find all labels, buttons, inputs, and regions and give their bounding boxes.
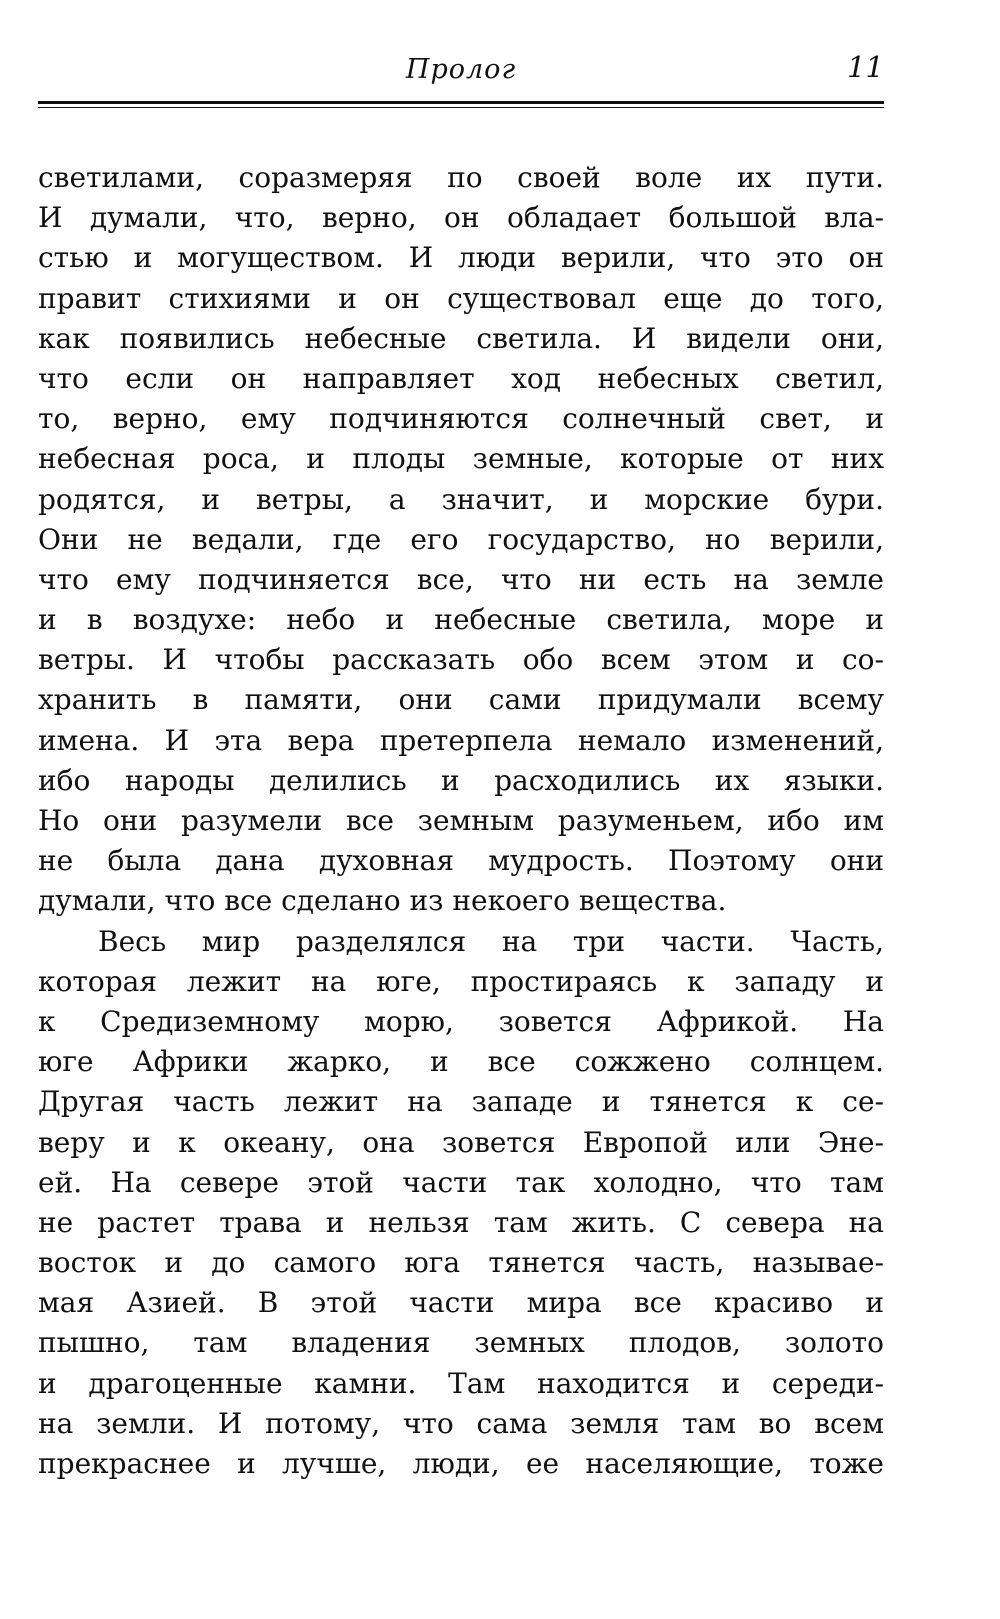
text-line: и драгоценные камни. Там находится и середи- bbox=[38, 1366, 884, 1400]
text-line: светилами, соразмеряя по своей воле их пути. bbox=[38, 161, 884, 194]
text-line: как появились небесные светила. И видели они, bbox=[38, 321, 884, 355]
text-line: юге Африки жарко, и все сожжено солнцем. bbox=[38, 1045, 884, 1079]
text-line: не растет трава и нельзя там жить. С севера на bbox=[38, 1205, 884, 1239]
text-line: прекраснее и лучше, люди, ее населяющие, тоже bbox=[38, 1447, 884, 1480]
page-number: 11 bbox=[847, 50, 884, 84]
body-text bbox=[38, 158, 884, 1484]
text-line: восток и до самого юга тянется часть, называе- bbox=[38, 1246, 884, 1280]
text-line: то, верно, ему подчиняются солнечный свет, и bbox=[38, 402, 884, 436]
text-line: что если он направляет ход небесных светил, bbox=[38, 361, 884, 395]
text-line: что ему подчиняется все, что ни есть на земле bbox=[38, 562, 884, 596]
text-line: небесная роса, и плоды земные, которые от них bbox=[38, 442, 884, 476]
text-line: Другая часть лежит на западе и тянется к се- bbox=[38, 1085, 884, 1119]
text-line: хранить в памяти, они сами придумали всему bbox=[38, 683, 884, 717]
header-rule-thin bbox=[38, 107, 884, 108]
paragraph-first-line: Весь мир разделялся на три части. Часть, bbox=[98, 924, 884, 958]
text-line: стью и могуществом. И люди верили, что это он bbox=[38, 241, 884, 275]
text-line: не была дана духовная мудрость. Поэтому они bbox=[38, 844, 884, 878]
text-line: Они не ведали, где его государство, но верили, bbox=[38, 522, 884, 556]
text-line: ей. На севере этой части так холодно, что там bbox=[38, 1165, 884, 1199]
text-line: на земли. И потому, что сама земля там во всем bbox=[38, 1406, 884, 1440]
header-rule-thick bbox=[38, 101, 884, 104]
text-line: пышно, там владения земных плодов, золото bbox=[38, 1326, 884, 1360]
text-line: родятся, и ветры, а значит, и морские бури. bbox=[38, 482, 884, 516]
text-line: правит стихиями и он существовал еще до того, bbox=[38, 281, 884, 315]
text-line: и в воздухе: небо и небесные светила, море и bbox=[38, 603, 884, 637]
text-line: ибо народы делились и расходились их языки. bbox=[38, 763, 884, 797]
text-line: веру и к океану, она зовется Европой или Эне- bbox=[38, 1125, 884, 1159]
text-line: ветры. И чтобы рассказать обо всем этом и со- bbox=[38, 643, 884, 677]
text-line: И думали, что, верно, он обладает большой вла- bbox=[38, 201, 884, 235]
running-title: Пролог bbox=[405, 54, 517, 85]
running-head bbox=[38, 48, 884, 98]
text-line: мая Азией. В этой части мира все красиво и bbox=[38, 1286, 884, 1320]
paragraph-end-line: думали, что все сделано из некоего вещества. bbox=[38, 884, 727, 918]
text-line: которая лежит на юге, простираясь к западу и bbox=[38, 964, 884, 998]
text-line: Но они разумели все земным разуменьем, ибо им bbox=[38, 804, 884, 837]
text-line: имена. И эта вера претерпела немало изменений, bbox=[38, 723, 884, 757]
text-line: к Средиземному морю, зовется Африкой. На bbox=[38, 1004, 884, 1038]
